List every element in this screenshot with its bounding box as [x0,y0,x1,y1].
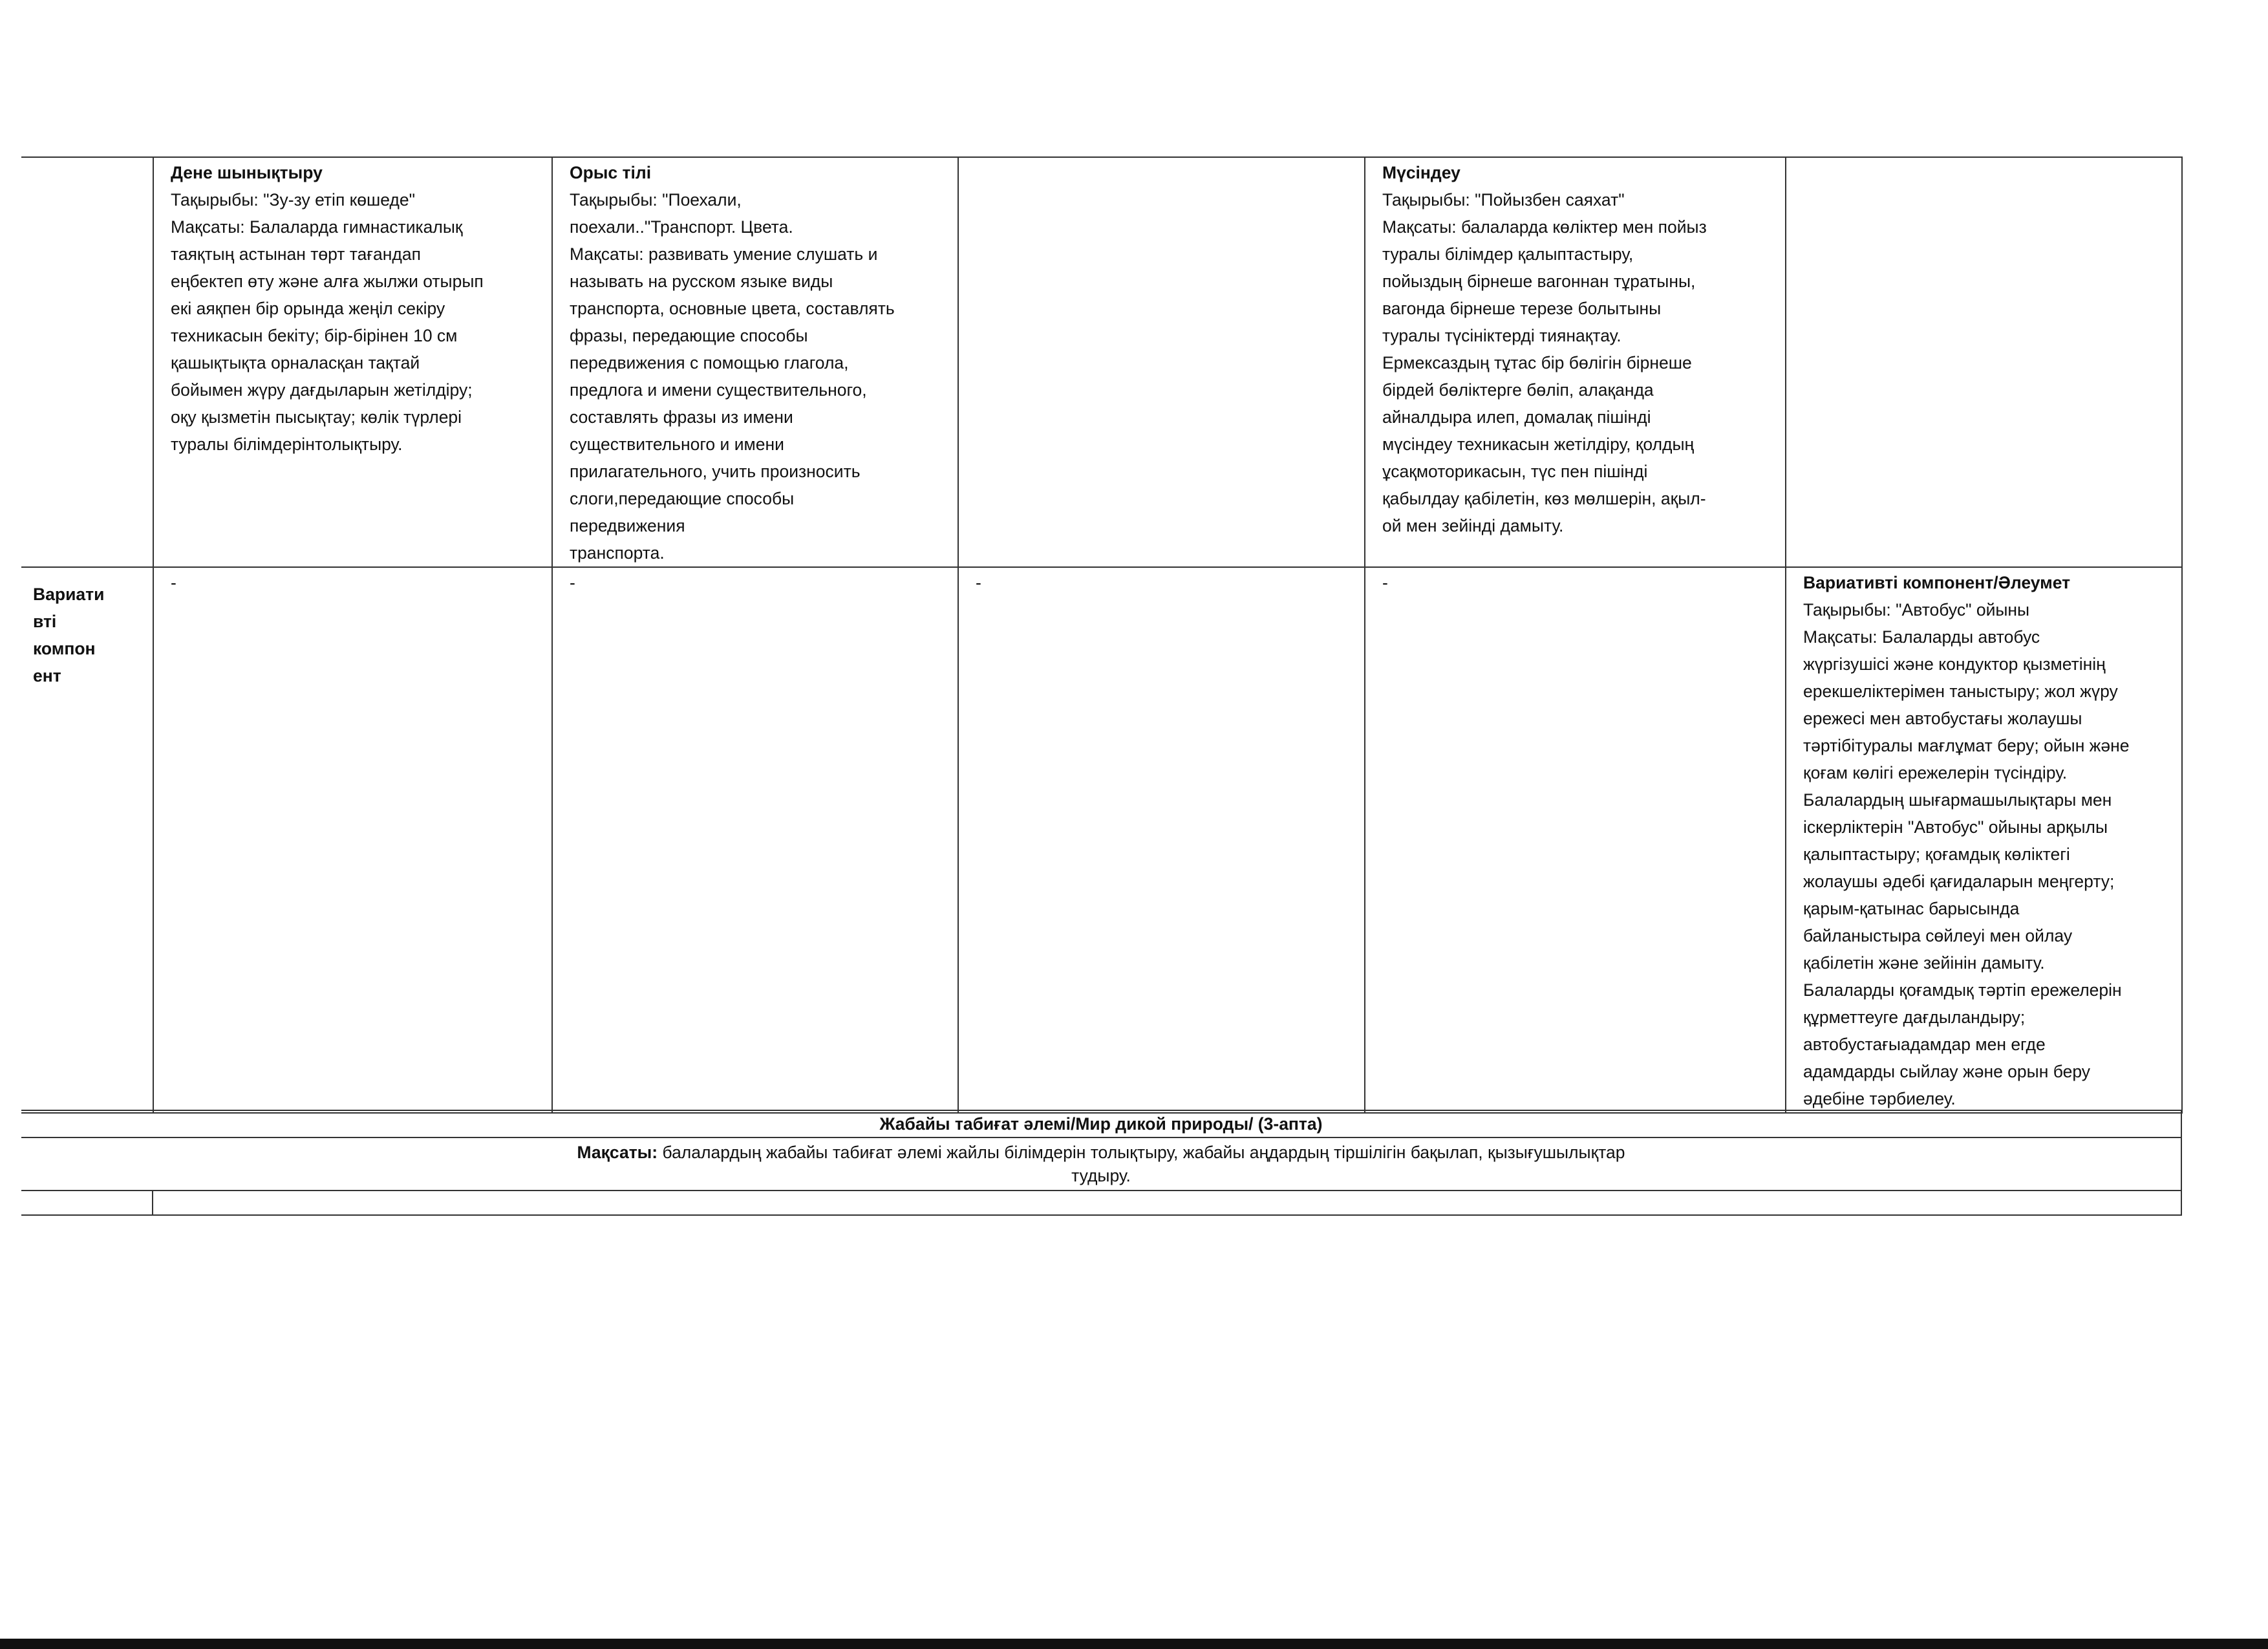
cell-text-line: мүсіндеу техникасын жетілдіру, қолдың [1382,435,1695,454]
cell-text-line: ерекшеліктерімен таныстыру; жол жүру [1803,682,2118,701]
cell-text-line: байланыстыра сөйлеуі мен ойлау [1803,926,2073,945]
cell-text-line: қоғам көлігі ережелерін түсіндіру. [1803,763,2068,782]
week-theme-block [21,1110,2182,1216]
cell-text-line: іскерліктерін "Автобус" ойыны арқылы [1803,817,2108,837]
cell-text-line: ұсақмоторикасын, түс пен пішінді [1382,462,1648,481]
goal-label: Мақсаты: [577,1143,658,1162]
row-label [21,157,153,567]
cell-text-line: передвижения [570,516,685,535]
cell-text-line: қарым-қатынас барысында [1803,899,2020,918]
cell-text-line: оқу қызметін пысықтау; көлік түрлері [171,407,462,427]
cell-text-line: называть на русском языке виды [570,272,833,291]
cell-text-line: предлога и имени существительного, [570,380,867,400]
schedule-cell [958,567,1365,1113]
row-label-variative: Вариати вті компон ент [21,567,153,1113]
table-row [21,567,2182,1113]
schedule-cell [958,157,1365,567]
empty-table-row [21,1190,2182,1216]
cell-text-line: Мақсаты: балаларда көліктер мен пойыз [1382,217,1707,237]
cell-text-line: айналдыра илеп, домалақ пішінді [1382,407,1651,427]
cell-text-line: бойымен жүру дағдыларын жетілдіру; [171,380,473,400]
cell-text-line: Тақырыбы: "Автобус" ойыны [1803,600,2030,620]
cell-text-line: туралы білімдер қалыптастыру, [1382,244,1634,264]
cell-text-line: туралы білімдерінтолықтыру. [171,435,403,454]
cell-text-line: екі аяқпен бір орында жеңіл секіру [171,299,445,318]
cell-text-line: транспорта, основные цвета, составлять [570,299,895,318]
subject-title: Вариативті компонент/Әлеумет [1803,573,2071,592]
cell-text-line: қашықтықта орналасқан тақтай [171,353,420,372]
cell-text-line: автобустағыадамдар мен егде [1803,1035,2046,1054]
cell-text-line: прилагательного, учить произносить [570,462,861,481]
schedule-cell [552,157,958,567]
cell-text-line: қалыптастыру; қоғамдық көліктегі [1803,845,2070,864]
cell-text-line: туралы түсініктерді тиянақтау. [1382,326,1621,345]
schedule-cell [1365,567,1786,1113]
cell-text-line: қабілетін және зейінін дамыту. [1803,953,2045,973]
cell-text-line: Тақырыбы: "Поехали, [570,190,742,210]
goal-text-continued: тудыру. [1071,1166,1131,1185]
week-goal [21,1137,2182,1190]
goal-text: балалардың жабайы табиғат әлемі жайлы білімдерін толықтыру, жабайы аңдардың тіршілігін бақылап, қызығушылықтар [658,1143,1625,1162]
cell-text-line: существительного и имени [570,435,784,454]
table-row [21,157,2182,567]
cell-text-line: адамдарды сыйлау және орын беру [1803,1062,2091,1081]
cell-text-line: транспорта. [570,543,665,563]
cell-text-line: таяқтың астынан төрт тағандап [171,244,421,264]
week-title: Жабайы табиғат әлемі/Мир дикой природы/ (3-апта) [21,1110,2182,1137]
cell-text-line: жолаушы әдебі қағидаларын меңгерту; [1803,872,2115,891]
cell-text-line: Мақсаты: Балаларда гимнастикалық [171,217,463,237]
scan-edge-bar [0,1639,2268,1649]
cell-text-line: - [976,573,981,592]
schedule-cell [1786,567,2182,1113]
schedule-table [21,156,2183,1114]
column-divider [152,1191,153,1214]
cell-text-line: әдебіне тәрбиелеу. [1803,1089,1956,1108]
cell-text-line: еңбектеп өту және алға жылжи отырып [171,272,484,291]
schedule-cell [1365,157,1786,567]
cell-text-line: Мақсаты: развивать умение слушать и [570,244,878,264]
cell-text-line: Балаларды қоғамдық тәртіп ережелерін [1803,980,2122,1000]
cell-text-line: Тақырыбы: "Пойызбен саяхат" [1382,190,1625,210]
cell-text-line: пойыздың бірнеше вагоннан тұратыны, [1382,272,1696,291]
cell-text-line: бірдей бөліктерге бөліп, алақанда [1382,380,1654,400]
schedule-cell [1786,157,2182,567]
cell-text-line: Ермексаздың тұтас бір бөлігін бірнеше [1382,353,1692,372]
cell-text-line: техникасын бекіту; бір-бірінен 10 см [171,326,458,345]
schedule-cell [153,157,552,567]
cell-text-line: Балалардың шығармашылықтары мен [1803,790,2112,810]
cell-text-line: составлять фразы из имени [570,407,793,427]
schedule-cell [153,567,552,1113]
cell-text-line: - [570,573,575,592]
cell-text-line: фразы, передающие способы [570,326,808,345]
subject-title: Мүсіндеу [1382,163,1460,182]
cell-text-line: слоги,передающие способы [570,489,795,508]
cell-text-line: жүргізушісі және кондуктор қызметінің [1803,654,2106,674]
cell-text-line: передвижения с помощью глагола, [570,353,849,372]
cell-text-line: тәртібітуралы мағлұмат беру; ойын және [1803,736,2130,755]
cell-text-line: құрметтеуге дағдыландыру; [1803,1008,2026,1027]
cell-text-line: қабылдау қабілетін, көз мөлшерін, ақыл- [1382,489,1706,508]
subject-title: Дене шынықтыру [171,163,323,182]
cell-text-line: ережесі мен автобустағы жолаушы [1803,709,2082,728]
cell-text-line: вагонда бірнеше терезе болытыны [1382,299,1662,318]
cell-text-line: ой мен зейінді дамыту. [1382,516,1564,535]
schedule-cell [552,567,958,1113]
cell-text-line: поехали.."Транспорт. Цвета. [570,217,793,237]
cell-text-line: - [171,573,177,592]
subject-title: Орыс тілі [570,163,652,182]
cell-text-line: Тақырыбы: "Зу-зу етіп көшеде" [171,190,416,210]
cell-text-line: - [1382,573,1388,592]
cell-text-line: Мақсаты: Балаларды автобус [1803,627,2040,647]
